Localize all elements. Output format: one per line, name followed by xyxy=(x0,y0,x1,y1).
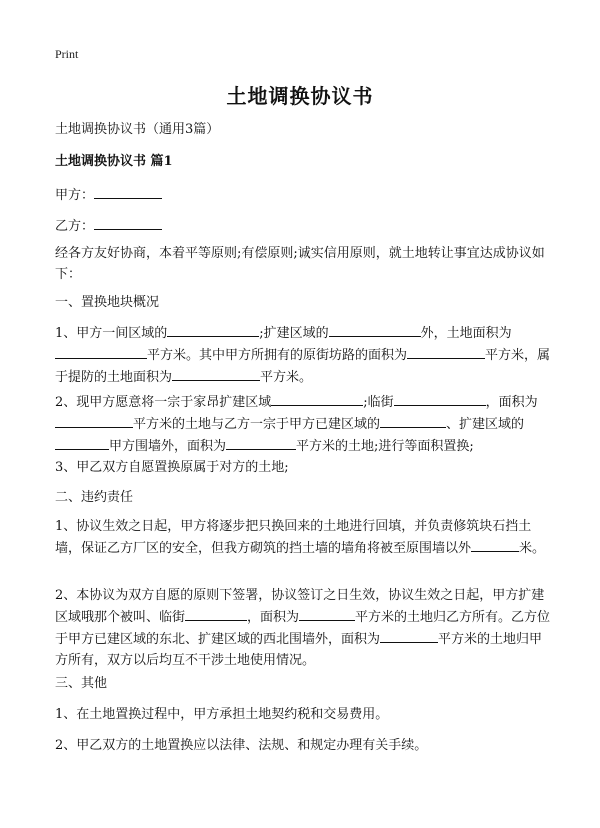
blank-field xyxy=(172,366,260,381)
blank-field xyxy=(55,413,133,428)
text-fragment: 甲方围墙外，面积为 xyxy=(109,439,227,454)
blank-field xyxy=(55,344,147,359)
party-a-blank xyxy=(94,184,162,199)
section2-item1 xyxy=(55,516,551,559)
text-fragment: 2、本协议为双方自愿的原则下签署，协议签订之日生效，协议生效之日起，甲方扩建区域哦那个被叫、临街 xyxy=(55,588,545,625)
text-fragment: 平方米，属于提防的土地面积为 xyxy=(55,348,551,385)
section1-heading: 一、置换地块概况 xyxy=(55,295,160,310)
text-fragment: 米。 xyxy=(519,541,546,556)
text-fragment: ，面积为 xyxy=(485,395,538,410)
text-fragment: 1、甲方一间区域的 xyxy=(55,326,168,341)
section2-item2 xyxy=(55,585,551,671)
print-label: Print xyxy=(55,47,79,61)
intro-paragraph: 经各方友好协商，本着平等原则;有偿原则;诚实信用原则，就土地转让事宜达成协议如下： xyxy=(55,246,545,282)
blank-field xyxy=(329,322,421,337)
text-fragment: 2、现甲方愿意将一宗于家昂扩建区域 xyxy=(55,395,272,410)
blank-field xyxy=(185,606,247,621)
blank-field xyxy=(167,322,259,337)
text-fragment: 平方米的土地归甲方所有，双方以后均互不干涉土地使用情况。 xyxy=(55,632,543,668)
blank-field xyxy=(394,391,486,406)
party-b-line xyxy=(55,215,555,237)
text-fragment: 平方米。 xyxy=(260,370,313,385)
document-title: 土地调换协议书 xyxy=(226,84,374,108)
blank-field xyxy=(471,537,519,552)
section3-heading: 三、其他 xyxy=(55,676,108,691)
blank-field xyxy=(380,413,446,428)
blank-field xyxy=(271,391,363,406)
section1-item3: 3、甲乙双方自愿置换原属于对方的土地; xyxy=(55,460,289,475)
article-heading: 土地调换协议书 篇1 xyxy=(55,154,173,169)
text-fragment: 平方米的土地与乙方一宗于甲方已建区域的 xyxy=(133,417,381,432)
text-fragment: 平方米。其中甲方所拥有的原街坊路的面积为 xyxy=(147,348,408,363)
party-b-label: 乙方： xyxy=(55,219,95,234)
document-subtitle: 土地调换协议书（通用3篇） xyxy=(55,122,220,137)
blank-field xyxy=(299,606,355,621)
section3-item2: 2、甲乙双方的土地置换应以法律、法规、和规定办理有关手续。 xyxy=(55,738,428,753)
text-fragment: ;扩建区域的 xyxy=(259,326,329,341)
blank-field xyxy=(55,435,109,450)
blank-field xyxy=(226,435,296,450)
party-a-line xyxy=(55,184,555,206)
party-a-label: 甲方： xyxy=(55,188,95,203)
text-fragment: ，面积为 xyxy=(247,610,300,625)
text-fragment: ;临街 xyxy=(363,395,394,410)
section1-item1 xyxy=(55,322,551,388)
text-fragment: 、扩建区域的 xyxy=(446,417,525,432)
section2-heading: 二、违约责任 xyxy=(55,490,134,505)
blank-field xyxy=(407,344,485,359)
text-fragment: 1、协议生效之日起，甲方将逐步把只换回来的土地进行回填，并负责修筑块石挡土墙，保证乙方厂区的安全，但我方砌筑的挡土墙的墙角将被至原围墙以外 xyxy=(55,519,532,556)
text-fragment: 平方米的土地;进行等面积置换; xyxy=(296,439,474,454)
party-b-blank xyxy=(94,215,162,230)
text-fragment: 平方米的土地归乙方所有。乙方位于甲方已建区域的东北、扩建区域的西北围墙外，面积为 xyxy=(55,610,551,647)
section3-item1: 1、在土地置换过程中，甲方承担土地契约税和交易费用。 xyxy=(55,707,389,722)
section1-item2 xyxy=(55,391,551,457)
text-fragment: 外，土地面积为 xyxy=(420,326,512,341)
blank-field xyxy=(380,628,438,643)
